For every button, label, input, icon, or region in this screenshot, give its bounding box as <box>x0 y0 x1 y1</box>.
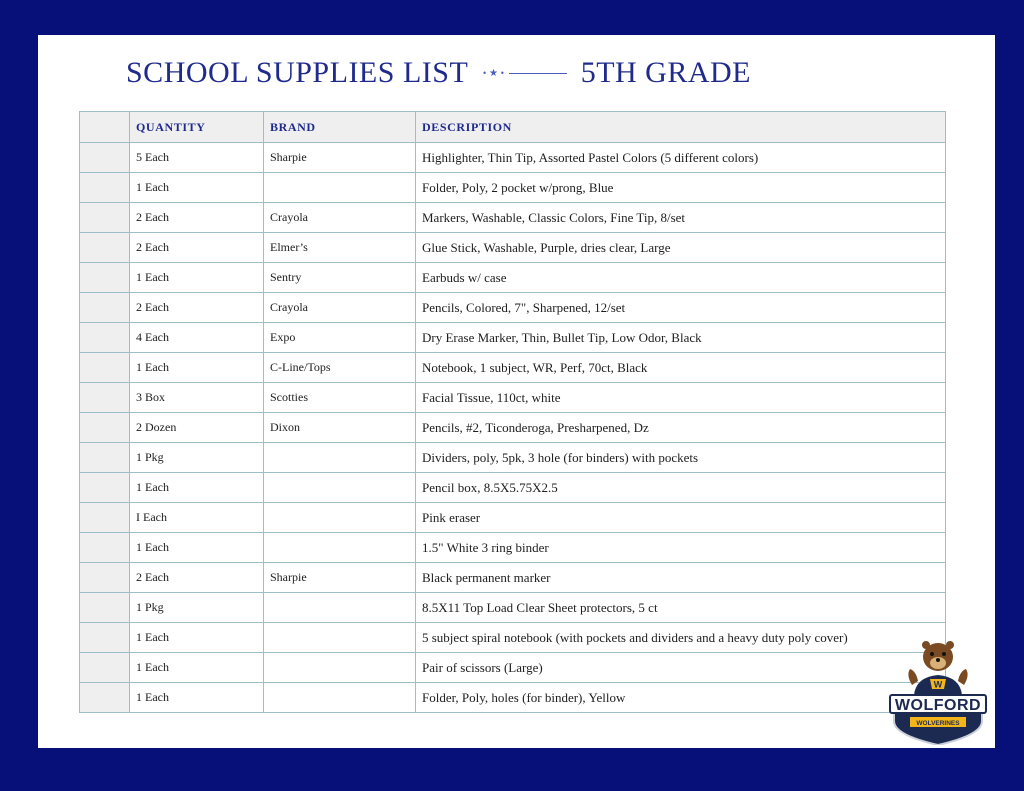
row-gutter <box>80 533 130 563</box>
description-cell: Dry Erase Marker, Thin, Bullet Tip, Low Odor, Black <box>416 323 946 353</box>
description-cell: Pink eraser <box>416 503 946 533</box>
quantity-cell: 2 Each <box>130 233 264 263</box>
table-row <box>80 323 946 353</box>
table-row <box>80 563 946 593</box>
row-gutter <box>80 473 130 503</box>
description-cell: Markers, Washable, Classic Colors, Fine Tip, 8/set <box>416 203 946 233</box>
row-gutter <box>80 683 130 713</box>
quantity-cell: 1 Each <box>130 473 264 503</box>
description-cell: Facial Tissue, 110ct, white <box>416 383 946 413</box>
description-cell: Earbuds w/ case <box>416 263 946 293</box>
supplies-table <box>79 111 946 713</box>
wolford-wolverines-logo <box>888 625 988 745</box>
table-row <box>80 503 946 533</box>
brand-cell: Elmer’s <box>264 233 416 263</box>
brand-cell <box>264 503 416 533</box>
table-row <box>80 173 946 203</box>
brand-cell: Dixon <box>264 413 416 443</box>
table-row <box>80 233 946 263</box>
row-gutter <box>80 233 130 263</box>
quantity-cell: 3 Box <box>130 383 264 413</box>
brand-cell <box>264 473 416 503</box>
row-gutter <box>80 653 130 683</box>
table-row <box>80 143 946 173</box>
quantity-cell: 2 Each <box>130 203 264 233</box>
header-description: DESCRIPTION <box>416 112 946 143</box>
quantity-cell: 1 Each <box>130 533 264 563</box>
table-row <box>80 473 946 503</box>
description-cell: Highlighter, Thin Tip, Assorted Pastel Colors (5 different colors) <box>416 143 946 173</box>
brand-cell: Scotties <box>264 383 416 413</box>
table-row <box>80 353 946 383</box>
brand-cell: Sharpie <box>264 143 416 173</box>
supply-sheet <box>38 35 995 748</box>
description-cell: 1.5" White 3 ring binder <box>416 533 946 563</box>
logo-subtitle: WOLVERINES <box>916 720 960 727</box>
header-quantity: QUANTITY <box>130 112 264 143</box>
brand-cell <box>264 593 416 623</box>
row-gutter <box>80 443 130 473</box>
row-gutter <box>80 413 130 443</box>
title-right: 5TH GRADE <box>580 56 752 89</box>
header-gutter <box>80 112 130 143</box>
description-cell: 8.5X11 Top Load Clear Sheet protectors, 5 ct <box>416 593 946 623</box>
table-row <box>80 533 946 563</box>
quantity-cell: 1 Each <box>130 683 264 713</box>
table-row <box>80 383 946 413</box>
title-left: SCHOOL SUPPLIES LIST <box>126 56 469 89</box>
quantity-cell: 1 Each <box>130 653 264 683</box>
table-row <box>80 293 946 323</box>
brand-cell: Sentry <box>264 263 416 293</box>
quantity-cell: 2 Dozen <box>130 413 264 443</box>
brand-cell: Sharpie <box>264 563 416 593</box>
description-cell: Pair of scissors (Large) <box>416 653 946 683</box>
table-row <box>80 683 946 713</box>
description-cell: 5 subject spiral notebook (with pockets and dividers and a heavy duty poly cover) <box>416 623 946 653</box>
logo-letter: W <box>933 679 943 690</box>
quantity-cell: 2 Each <box>130 293 264 323</box>
table-row <box>80 623 946 653</box>
row-gutter <box>80 143 130 173</box>
row-gutter <box>80 263 130 293</box>
brand-cell: Crayola <box>264 293 416 323</box>
row-gutter <box>80 593 130 623</box>
star-divider-icon: • ★ • <box>482 68 566 79</box>
brand-cell: Expo <box>264 323 416 353</box>
description-cell: Folder, Poly, 2 pocket w/prong, Blue <box>416 173 946 203</box>
description-cell: Glue Stick, Washable, Purple, dries clear, Large <box>416 233 946 263</box>
row-gutter <box>80 353 130 383</box>
quantity-cell: 1 Each <box>130 263 264 293</box>
quantity-cell: 4 Each <box>130 323 264 353</box>
page-title <box>126 53 886 93</box>
table-row <box>80 653 946 683</box>
row-gutter <box>80 563 130 593</box>
quantity-cell: 1 Pkg <box>130 593 264 623</box>
quantity-cell: 1 Each <box>130 353 264 383</box>
table-row <box>80 593 946 623</box>
header-brand: BRAND <box>264 112 416 143</box>
brand-cell <box>264 533 416 563</box>
quantity-cell: 1 Each <box>130 623 264 653</box>
quantity-cell: 5 Each <box>130 143 264 173</box>
table-row <box>80 413 946 443</box>
row-gutter <box>80 503 130 533</box>
quantity-cell: 1 Pkg <box>130 443 264 473</box>
brand-cell <box>264 443 416 473</box>
brand-cell <box>264 683 416 713</box>
row-gutter <box>80 323 130 353</box>
row-gutter <box>80 203 130 233</box>
brand-cell <box>264 173 416 203</box>
table-row <box>80 263 946 293</box>
description-cell: Pencils, #2, Ticonderoga, Presharpened, Dz <box>416 413 946 443</box>
description-cell: Notebook, 1 subject, WR, Perf, 70ct, Black <box>416 353 946 383</box>
brand-cell: C-Line/Tops <box>264 353 416 383</box>
logo-name: WOLFORD <box>894 697 982 714</box>
description-cell: Dividers, poly, 5pk, 3 hole (for binders) with pockets <box>416 443 946 473</box>
table-row <box>80 443 946 473</box>
quantity-cell: 2 Each <box>130 563 264 593</box>
description-cell: Folder, Poly, holes (for binder), Yellow <box>416 683 946 713</box>
quantity-cell: 1 Each <box>130 173 264 203</box>
row-gutter <box>80 173 130 203</box>
brand-cell <box>264 623 416 653</box>
table-header-row <box>80 112 946 143</box>
row-gutter <box>80 623 130 653</box>
brand-cell <box>264 653 416 683</box>
table-body <box>80 143 946 713</box>
quantity-cell: I Each <box>130 503 264 533</box>
description-cell: Pencils, Colored, 7", Sharpened, 12/set <box>416 293 946 323</box>
row-gutter <box>80 293 130 323</box>
brand-cell: Crayola <box>264 203 416 233</box>
description-cell: Pencil box, 8.5X5.75X2.5 <box>416 473 946 503</box>
table-row <box>80 203 946 233</box>
description-cell: Black permanent marker <box>416 563 946 593</box>
row-gutter <box>80 383 130 413</box>
